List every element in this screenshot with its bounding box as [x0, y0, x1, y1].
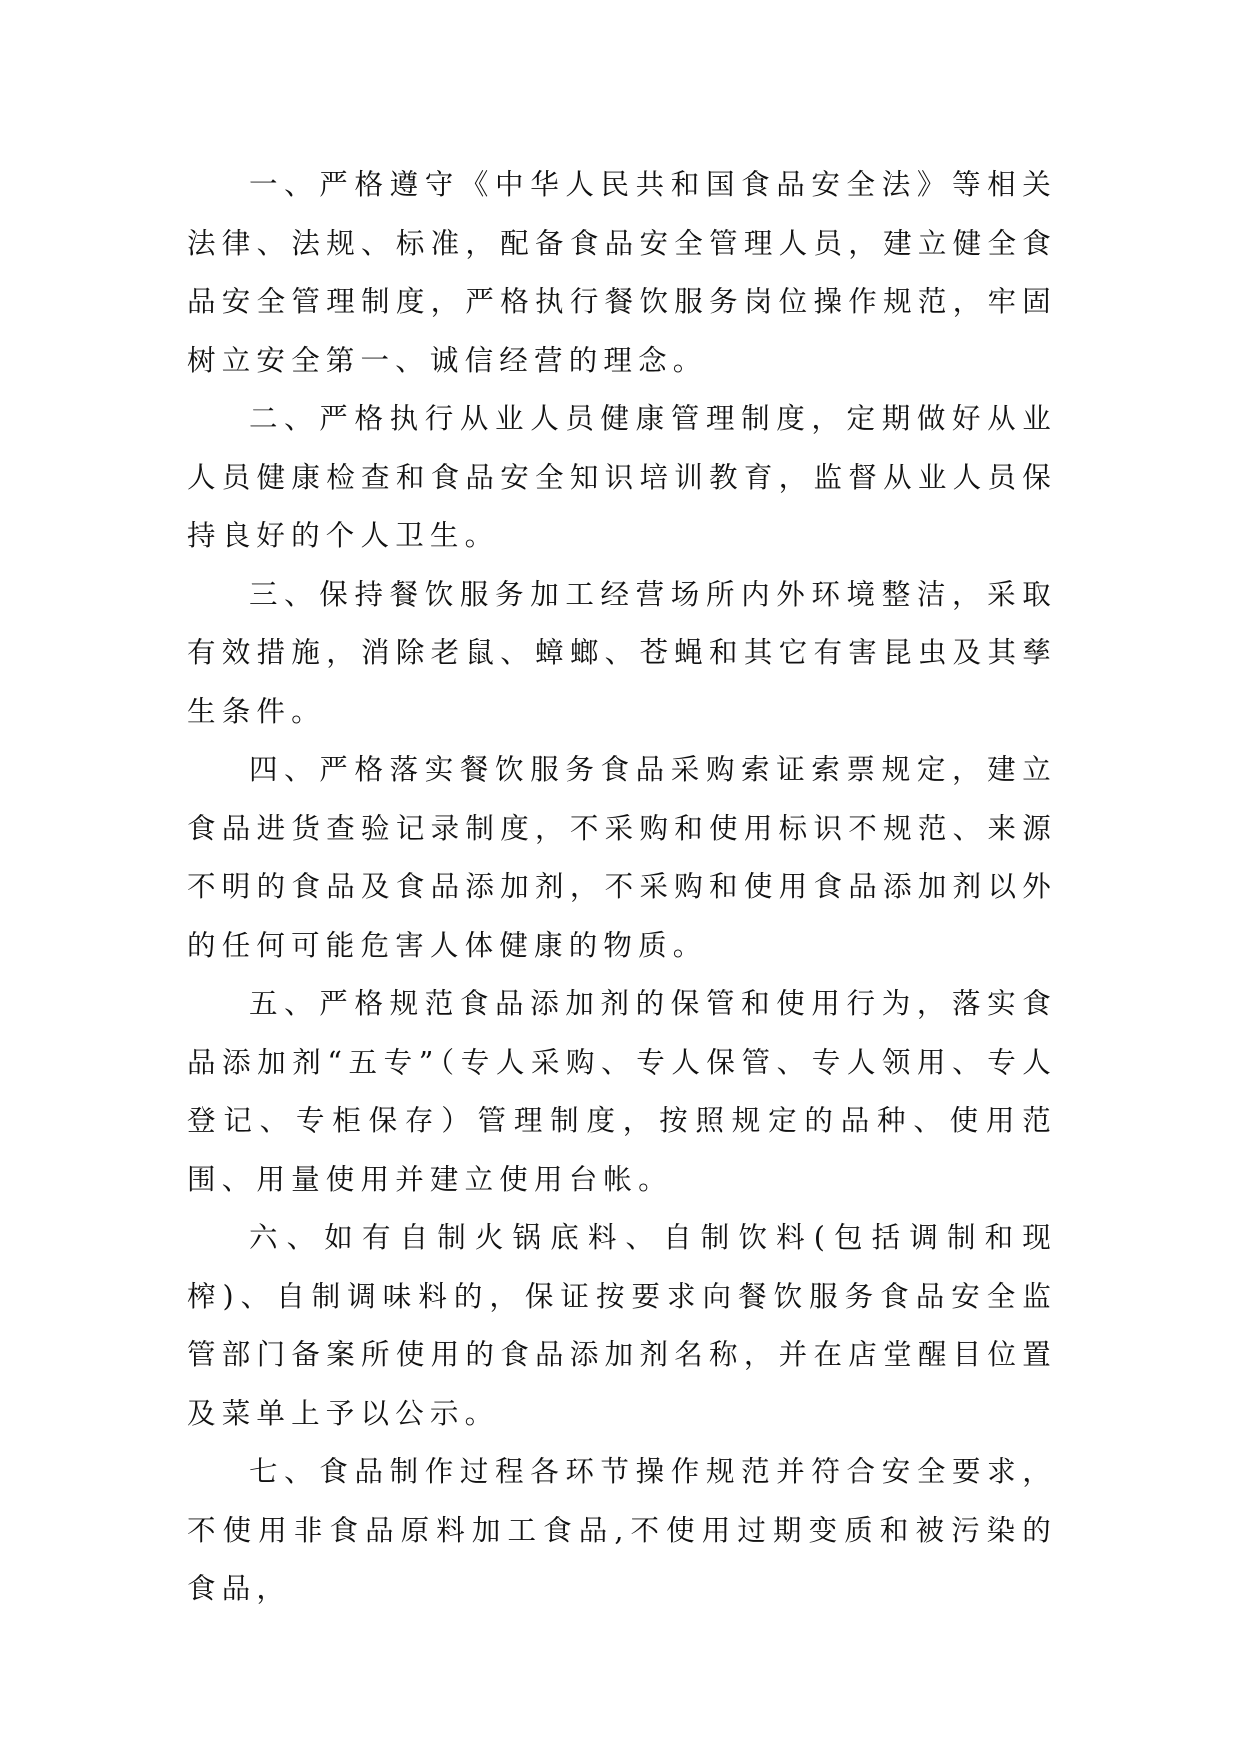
- paragraph-1: 一、严格遵守《中华人民共和国食品安全法》等相关法律、法规、标准，配备食品安全管理人员，建立健全食品安全管理制度，严格执行餐饮服务岗位操作规范，牢固树立安全第一、诚信经营的理念。: [187, 168, 1057, 377]
- paragraph-5: 五、严格规范食品添加剂的保管和使用行为，落实食品添加剂“五专”（专人采购、专人保管、专人领用、专人登记、专柜保存）管理制度，按照规定的品种、使用范围、用量使用并建立使用台帐。: [187, 987, 1057, 1196]
- document-body: [187, 156, 1057, 1619]
- paragraph-2: 二、严格执行从业人员健康管理制度，定期做好从业人员健康检查和食品安全知识培训教育，监督从业人员保持良好的个人卫生。: [187, 402, 1057, 552]
- paragraph-6: 六、如有自制火锅底料、自制饮料(包括调制和现榨)、自制调味料的，保证按要求向餐饮服务食品安全监管部门备案所使用的食品添加剂名称，并在店堂醒目位置及菜单上予以公示。: [187, 1221, 1057, 1430]
- paragraph-3: 三、保持餐饮服务加工经营场所内外环境整洁，采取有效措施，消除老鼠、蟑螂、苍蝇和其它有害昆虫及其孳生条件。: [187, 577, 1057, 728]
- paragraph-7: 七、食品制作过程各环节操作规范并符合安全要求，不使用非食品原料加工食品,不使用过期变质和被污染的食品，: [187, 1455, 1057, 1605]
- paragraph-4: 四、严格落实餐饮服务食品采购索证索票规定，建立食品进货查验记录制度，不采购和使用标识不规范、来源不明的食品及食品添加剂，不采购和使用食品添加剂以外的任何可能危害人体健康的物质。: [187, 753, 1057, 962]
